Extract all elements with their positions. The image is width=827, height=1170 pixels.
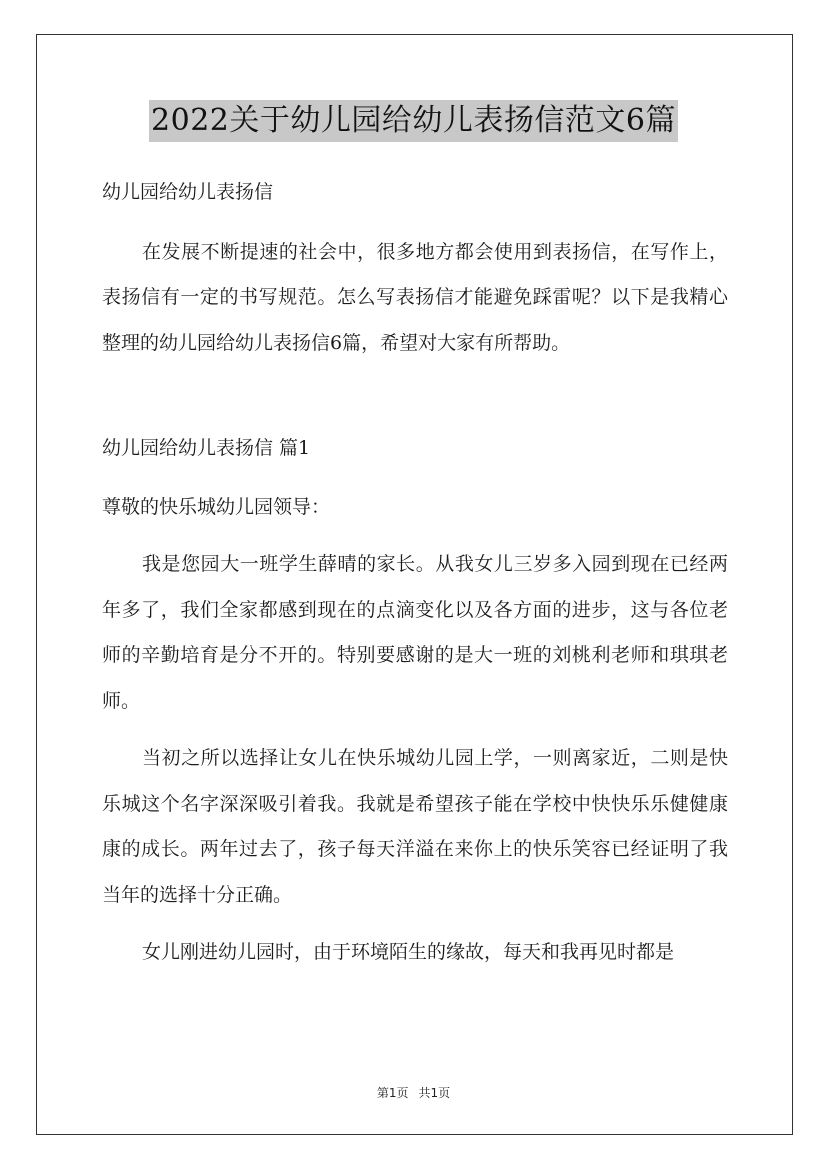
page-total: 共1页 <box>418 1086 451 1100</box>
page-footer <box>0 1084 827 1101</box>
section-heading: 幼儿园给幼儿表扬信 <box>102 181 274 203</box>
body-paragraph-3: 女儿刚进幼儿园时，由于环境陌生的缘故，每天和我再见时都是 <box>142 941 675 963</box>
page-number: 第1页 <box>376 1086 409 1100</box>
body-paragraph-1: 我是您园大一班学生薛晴的家长。从我女儿三岁多入园到现在已经两年多了，我们全家都感到现在的点滴变化以及各方面的进步，这与各位老师的辛勤培育是分不开的。特别要感谢的是大一班的刘桃利老师和琪琪老师。 <box>102 553 728 712</box>
body-paragraph-2: 当初之所以选择让女儿在快乐城幼儿园上学，一则离家近，二则是快乐城这个名字深深吸引着我。我就是希望孩子能在学校中快快乐乐健健康康的成长。两年过去了，孩子每天洋溢在来你上的快乐笑容已经证明了我当年的选择十分正确。 <box>102 747 728 906</box>
salutation: 尊敬的快乐城幼儿园领导： <box>102 495 331 518</box>
title-container <box>0 100 827 142</box>
document-title: 2022关于幼儿园给幼儿表扬信范文6篇 <box>149 100 678 142</box>
document-body <box>102 170 728 976</box>
intro-paragraph: 在发展不断提速的社会中，很多地方都会使用到表扬信，在写作上，表扬信有一定的书写规范。怎么写表扬信才能避免踩雷呢？以下是我精心整理的幼儿园给幼儿表扬信6篇，希望对大家有所帮助。 <box>102 240 728 354</box>
article-heading: 幼儿园给幼儿表扬信 篇1 <box>102 437 311 459</box>
